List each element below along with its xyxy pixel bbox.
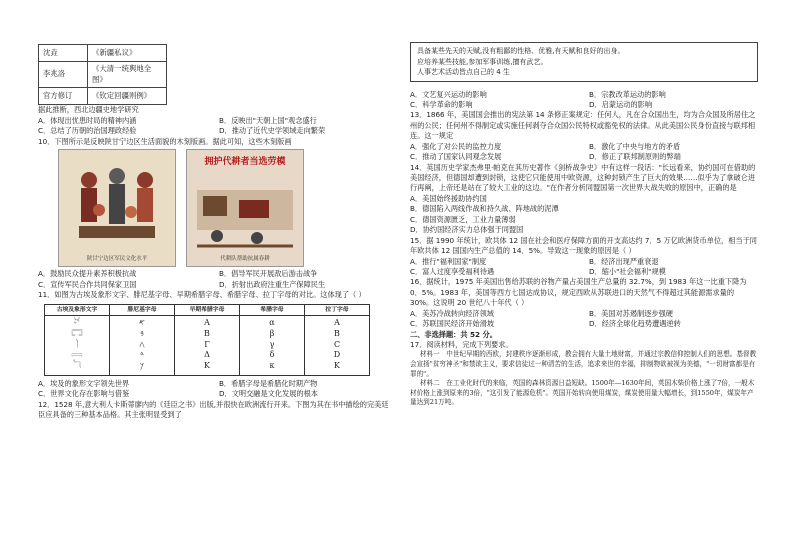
q14-options: A．美国始终援助协约国 B．德国陷入两线作战和持久战、阵地战的泥潭 C．德国资源匮乏，工业力量薄弱 D．协约国经济实力总体强于同盟国 [410, 193, 559, 235]
courtier-qualities-box: 具备某些先天的天赋,没有粗鄙的性格、优雅,有天赋和良好的出身。 应培养某些技能,参加军事训练,擅有武艺。 人事艺术活动皆点自己的 4 生 [410, 42, 758, 82]
right-column [410, 0, 758, 408]
q9-tail: 据此推断，西北边疆史地学研究 [38, 105, 139, 115]
q12-stem: 12．1528 年,意大利人卡斯蒂廖内的《廷臣之书》出版,并很快在欧洲流行开来。下图为其在书中描绘的完美廷臣应具备的三种基本品格。其主张明显受到了 [38, 399, 389, 420]
q12-options: A．文艺复兴运动的影响 B．宗教改革运动的影响 C．科学革命的影响 D．启蒙运动的影响 [410, 89, 666, 109]
table-row: 李兆洛 《大清一统舆地全图》 [39, 62, 167, 88]
woodcut-caption-2: 代耕队帮助抗属春耕 [220, 256, 270, 263]
q11-options: A．埃及的象形文字领先世界 B．希腊字母是希腊化时期产物 C．世界文化存在影响与借鉴 D．文明交融是文化发展的根本 [38, 378, 318, 399]
q16-options: A．美苏冷战转向经济领域 B．美国对苏遏制逐步强硬 C．苏联国民经济开始滑坡 D．经济全球化趋势遭遇逆转 [410, 308, 681, 329]
q16-stem: 16．据统计，1975 年美国出售给苏联的谷物产量占美国生产总量的 32.7%，到 1983 年这一比重下降为 0．5%。1983 年，美国等西方七国达成协议，规定西欧从苏联进口的天然气不得超过其能源需求量的 30%。这说明 20 世纪八十年代（ ） [410, 277, 747, 308]
script-col-phoenician: 𐤀 𐤁 𐤂 𐤃 𐤊 [110, 315, 175, 375]
left-column [38, 0, 390, 421]
woodcut-caption-1: 陕甘宁边区军民文化水平 [86, 256, 148, 263]
script-col-latin: A B C D K [305, 315, 370, 375]
q13-options: A．强化了对公民的监控力度 B．激化了中央与地方的矛盾 C．推动了国家认同观念发展 D．修正了联邦制原则的弊端 [410, 141, 681, 162]
q14-stem: 14．英国历史学家杰弗里·帕克在其历史著作《剑桥战争史》中有这样一段话："长远看来，协约国可在借助的美国经济，但德国却遭到封锁，这使它只能使用中欧资源，这种封锁产生了巨大的效果……似乎为了拿破仑进行再阐，上帝还是站在了较大工业的这边。"在作者分析同盟国第一次世界大战失败的原因中，正确的是 [410, 162, 756, 193]
q13-stem: 13．1866 年，美国国会推出的宪法第 14 条修正案规定：任何人，凡在合众国出生，均为合众国及所居住之州的公民；任何州不得制定或实施任何剥夺合众国公民特权或豁免权的法律。从此美国公民身份直接与联邦相连。这一规定 [410, 110, 756, 141]
script-col-greek: α β γ δ κ [240, 315, 305, 375]
material-1: 材料一 中世纪早期的西欧，封建秩序逐渐形成，教会拥有大量土地财富，并通过宗教信仰控制人们的思想。基督教会宣扬"贫穷神圣"和禁欲主义，要求信徒过一种清苦的生活，追求来世的幸福，抑制物欲被视为美德，"一切财富都是有罪的"。 [410, 350, 757, 378]
q10-options: A．鼓励民众提升素养积极抗战 B．倡导军民开展敌后游击战争 C．宣传军民合作共同保家卫国 D．折射出政府注重生产保障民生 [38, 269, 326, 289]
table-row: 沈垚 《新疆私议》 [39, 45, 167, 62]
woodcut-image-1 [58, 149, 176, 267]
table-row: 官方修订 《钦定回疆则例》 [39, 88, 167, 105]
q9-options: A．体现出忧患时局的精神内涵 B．反映出"天朝上国"观念盛行 C．总结了历朝的治国理政经验 D．推动了近代史学领域走向繁荣 [38, 115, 326, 136]
script-comparison-table: 古埃及象形文字 腓尼基字母 早期希腊字母 希腊字母 拉丁字母 𓃾 𓉐 𓌙 𓇯 𓆓 𐤀 𐤁 𐤂 𐤃 𐤊 Α Β Γ Δ Κ α β γ δ κ A B C D K [44, 304, 370, 376]
q15-options: A．推行"福利国家"制度 B．经济出现严重衰退 C．富人过度享受福利待遇 D．缩小"社会福利"规模 [410, 256, 666, 276]
woodcut-image-2 [186, 149, 304, 267]
author-works-table [38, 44, 167, 105]
q11-stem: 11．如图为古埃及象形文字、腓尼基字母、早期希腊字母、希腊字母、拉丁字母的对比。这体现了（ ） [38, 290, 366, 300]
material-2: 材料二 在工业化时代的来临，英国的森林资源日益短缺。1500年—1630年间，英国木柴价格上涨了7倍，一般木材价格上涨到原来的3倍，"这引发了能源危机"。英国开始转向使用煤炭，煤炭使用量大幅增长，到1550年，煤炭年产量达到21万吨。 [410, 379, 755, 407]
script-col-early-greek: Α Β Γ Δ Κ [175, 315, 240, 375]
q15-stem: 15．据 1990 年统计，欧共体 12 国在社会和医疗保障方面的开支高达约 7．5 万亿欧洲货币单位，相当于同年欧共体 12 国国内生产总值的 14．5%。导致这一现象的原因是（ ） [410, 235, 757, 256]
q17-stem: 17．阅读材料，完成下列要求。 [410, 340, 513, 349]
script-col-egyptian: 𓃾 𓉐 𓌙 𓇯 𓆓 [45, 315, 110, 375]
woodcut-images [58, 149, 390, 267]
woodcut-title-2: 拥护代耕者当选劳模 [204, 157, 286, 168]
section-heading-non-choice: 二、非选择题：共 52 分。 [410, 329, 497, 339]
q10-stem: 10．下图所示是反映陕甘宁边区生活面貌的木刻版画。据此可知，这些木刻版画 [38, 136, 292, 146]
